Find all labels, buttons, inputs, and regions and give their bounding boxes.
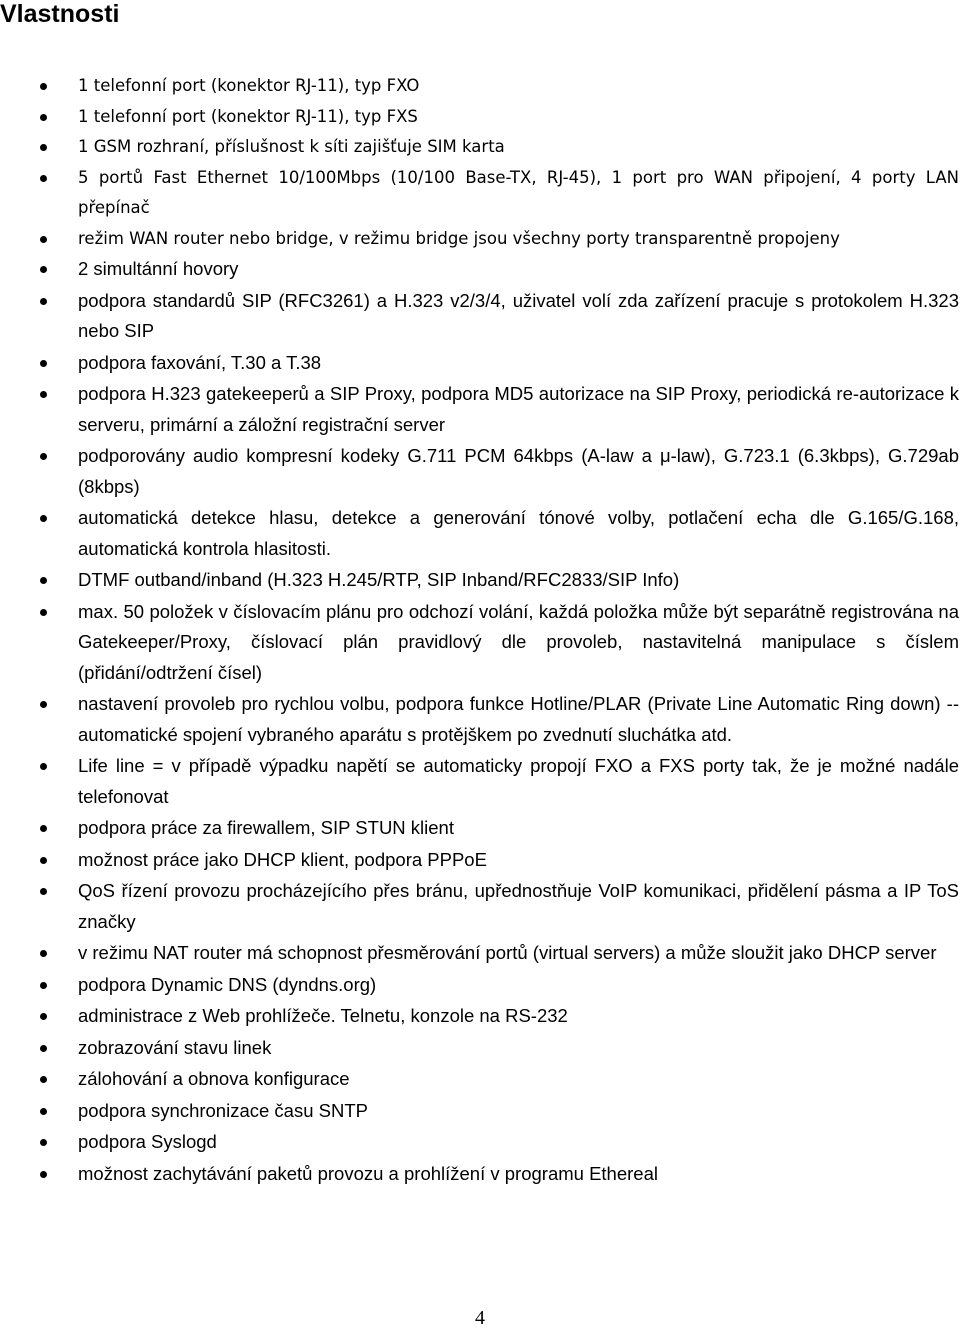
list-item: [0, 938, 959, 969]
list-item: [0, 876, 959, 937]
list-item: [0, 132, 959, 163]
list-item-text: 1 telefonní port (konektor RJ-11), typ FXO: [78, 76, 420, 95]
section-heading: Vlastnosti: [0, 0, 120, 28]
list-item: [0, 71, 959, 102]
bullet-icon: [40, 114, 47, 121]
list-item-text: možnost zachytávání paketů provozu a prohlížení v programu Ethereal: [78, 1162, 658, 1184]
list-item-text: podpora práce za firewallem, SIP STUN klient: [78, 817, 454, 838]
bullet-icon: [40, 1013, 47, 1020]
list-item-text: 1 telefonní port (konektor RJ-11), typ FXS: [78, 106, 418, 126]
list-item: [0, 1159, 959, 1190]
bullet-icon: [40, 888, 47, 895]
bullet-icon: [40, 515, 47, 522]
list-item: [0, 1033, 959, 1064]
bullet-icon: [40, 857, 47, 864]
list-item: [0, 813, 959, 844]
bullet-icon: [40, 1076, 47, 1083]
list-item-text: automatická detekce hlasu, detekce a generování tónové volby, potlačení echa dle G.165/G.168, automatická kontrola hlasitosti.: [78, 507, 959, 559]
list-item-text: 1 GSM rozhraní, příslušnost k síti zajišťuje SIM karta: [78, 137, 505, 156]
list-item: [0, 163, 959, 224]
list-item-text: podpora H.323 gatekeeperů a SIP Proxy, podpora MD5 autorizace na SIP Proxy, periodická re-autorizace k serveru, primární a záložní registrační server: [78, 383, 959, 435]
bullet-icon: [40, 453, 47, 460]
list-item: [0, 254, 959, 285]
bullet-icon: [40, 1139, 47, 1146]
list-item: [0, 689, 959, 750]
list-item-text: 2 simultánní hovory: [78, 258, 239, 279]
bullet-icon: [40, 1171, 47, 1178]
list-item-text: DTMF outband/inband (H.323 H.245/RTP, SIP Inband/RFC2833/SIP Info): [78, 569, 680, 590]
list-item: [0, 751, 959, 812]
bullet-icon: [40, 982, 47, 989]
list-item: [0, 503, 959, 564]
list-item-text: 5 portů Fast Ethernet 10/100Mbps (10/100 Base-TX, RJ-45), 1 port pro WAN připojení, 4 porty LAN přepínač: [78, 167, 959, 217]
list-item-text: zobrazování stavu linek: [78, 1036, 272, 1058]
list-item: [0, 286, 959, 347]
bullet-icon: [40, 266, 47, 273]
list-item: [0, 1127, 959, 1158]
bullet-icon: [40, 609, 47, 616]
list-item-text: podpora Dynamic DNS (dyndns.org): [78, 973, 377, 995]
list-item-text: podpora standardů SIP (RFC3261) a H.323 v2/3/4, uživatel volí zda zařízení pracuje s protokolem H.323 nebo SIP: [78, 289, 959, 341]
bullet-icon: [40, 144, 47, 151]
bullet-icon: [40, 701, 47, 708]
list-item: [0, 1096, 959, 1127]
list-item-text: max. 50 položek v číslovacím plánu pro odchozí volání, každá položka může být separátně registrována na Gatekeeper/Proxy, číslovací plán pravidlový dle provoleb, nastavitelná manipulace s číslem (přidání/odtržení čísel): [78, 600, 959, 683]
bullet-icon: [40, 391, 47, 398]
list-item-text: zálohování a obnova konfigurace: [78, 1068, 350, 1089]
list-item: [0, 224, 959, 255]
bullet-icon: [40, 577, 47, 584]
list-item: [0, 565, 959, 596]
bullet-icon: [40, 83, 47, 90]
list-item-text: administrace z Web prohlížeče. Telnetu, konzole na RS-232: [78, 1005, 568, 1026]
bullet-icon: [40, 763, 47, 770]
list-item-text: nastavení provoleb pro rychlou volbu, podpora funkce Hotline/PLAR (Private Line Automatic Ring down) -- automatické spojení vybraného aparátu s protějškem po zvednutí sluchátka atd.: [78, 693, 959, 745]
list-item: [0, 348, 959, 379]
bullet-icon: [40, 825, 47, 832]
list-item: [0, 845, 959, 876]
bullet-icon: [40, 950, 47, 957]
bullet-icon: [40, 236, 47, 243]
bullet-icon: [40, 298, 47, 305]
list-item-text: podpora faxování, T.30 a T.38: [78, 351, 322, 373]
list-item: [0, 1001, 959, 1032]
page-number: 4: [475, 1307, 485, 1329]
list-item: [0, 597, 959, 689]
feature-list: [0, 71, 960, 1190]
bullet-icon: [40, 1045, 47, 1052]
list-item-text: režim WAN router nebo bridge, v režimu bridge jsou všechny porty transparentně propojeny: [78, 228, 840, 248]
bullet-icon: [40, 1108, 47, 1115]
list-item: [0, 379, 959, 440]
list-item-text: podpora synchronizace času SNTP: [78, 1099, 368, 1121]
list-item-text: možnost práce jako DHCP klient, podpora PPPoE: [78, 848, 487, 870]
list-item: [0, 1064, 959, 1095]
list-item-text: QoS řízení provozu procházejícího přes bránu, upřednostňuje VoIP komunikaci, přidělení pásma a IP ToS značky: [78, 880, 959, 932]
list-item: [0, 970, 959, 1001]
bullet-icon: [40, 175, 47, 182]
bullet-icon: [40, 360, 47, 367]
list-item-text: v režimu NAT router má schopnost přesměrování portů (virtual servers) a může sloužit jako DHCP server: [78, 942, 937, 963]
list-item: [0, 102, 959, 133]
list-item: [0, 441, 959, 502]
list-item-text: podporovány audio kompresní kodeky G.711 PCM 64kbps (A-law a μ-law), G.723.1 (6.3kbps), G.729ab (8kbps): [78, 445, 959, 497]
list-item-text: podpora Syslogd: [78, 1131, 217, 1152]
list-item-text: Life line = v případě výpadku napětí se automaticky propojí FXO a FXS porty tak, že je možné nadále telefonovat: [78, 755, 959, 807]
